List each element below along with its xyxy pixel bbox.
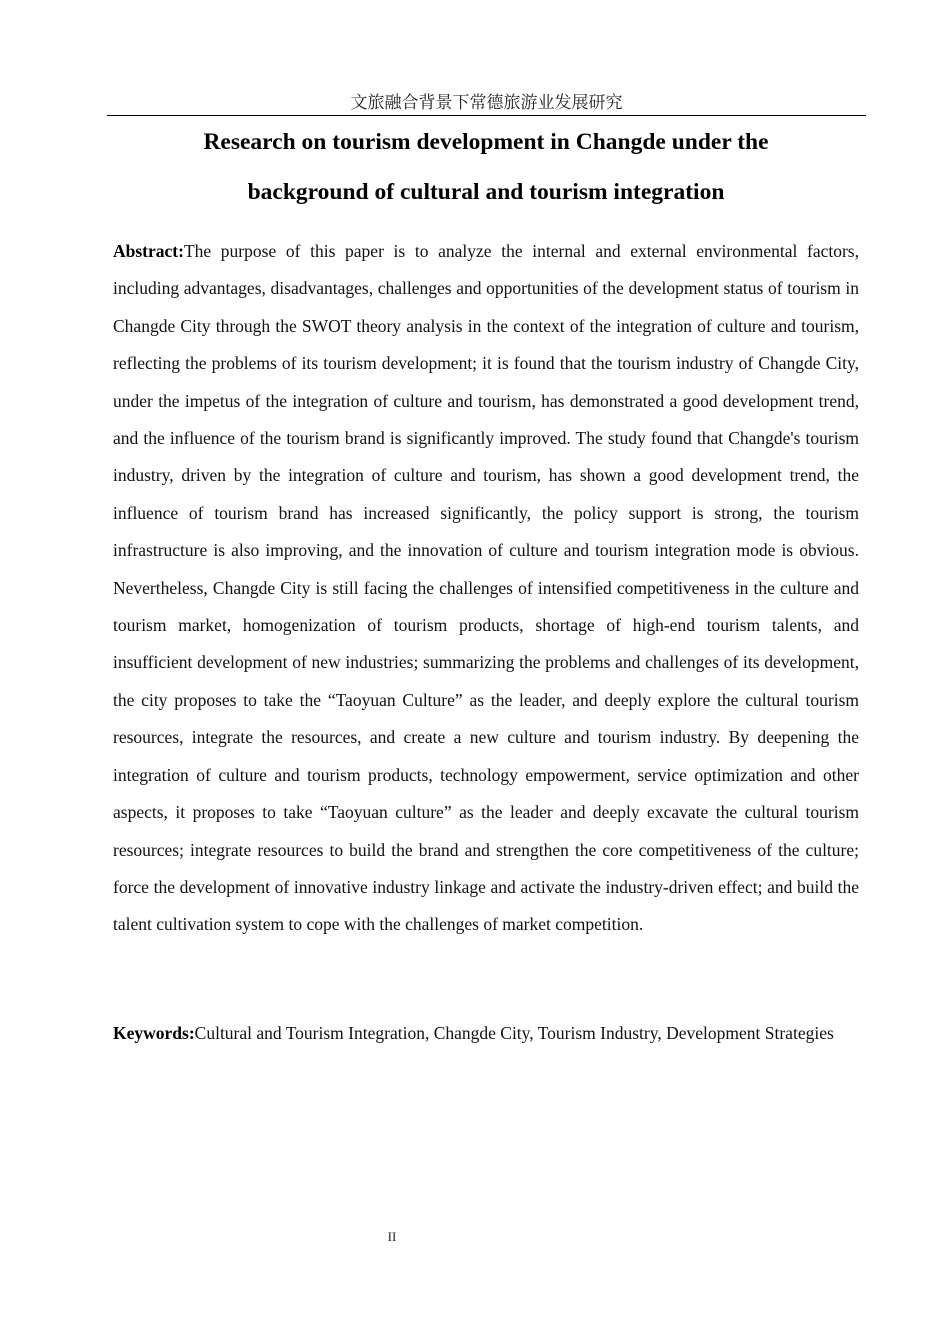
page-number: II [387,1229,397,1244]
keywords-paragraph [113,1015,859,1052]
abstract-paragraph [113,233,859,944]
abstract-label: Abstract: [113,241,184,261]
abstract-text: The purpose of this paper is to analyze the internal and external environmental factors, including advantages, disadvantages, challenges and opportunities of the development status of tourism in Changde City through the SWOT theory analysis in the context of the integration of culture and tourism, reflecting the problems of its tourism development; it is found that the tourism industry of Changde City, under the impetus of the integration of culture and tourism, has demonstrated a good development trend, and the influence of the tourism brand is significantly improved. The study found that Changde's tourism industry, driven by the integration of culture and tourism, has shown a good development trend, the influence of tourism brand has increased significantly, the policy support is strong, the tourism infrastructure is also improving, and the innovation of culture and tourism integration mode is obvious. Nevertheless, Changde City is still facing the challenges of intensified competitiveness in the culture and tourism market, homogenization of tourism products, shortage of high-end tourism talents, and insufficient development of new industries; summarizing the problems and challenges of its development, the city proposes to take the “Taoyuan Culture” as the leader, and deeply explore the cultural tourism resources, integrate the resources, and create a new culture and tourism industry. By deepening the integration of culture and tourism products, technology empowerment, service optimization and other aspects, it proposes to take “Taoyuan culture” as the leader and deeply excavate the cultural tourism resources; integrate resources to build the brand and strengthen the core competitiveness of the culture; force the development of innovative industry linkage and activate the industry-driven effect; and build the talent cultivation system to cope with the challenges of market competition. [113,241,859,935]
title-line-1: Research on tourism development in Changde under the [203,129,769,155]
running-header: 文旅融合背景下常德旅游业发展研究 [107,90,866,116]
title-line-2: background of cultural and tourism integration [247,179,725,205]
keywords-text: Cultural and Tourism Integration, Changde City, Tourism Industry, Development Strategies [194,1023,834,1043]
keywords-label: Keywords: [113,1023,195,1043]
paper-title [113,117,859,217]
